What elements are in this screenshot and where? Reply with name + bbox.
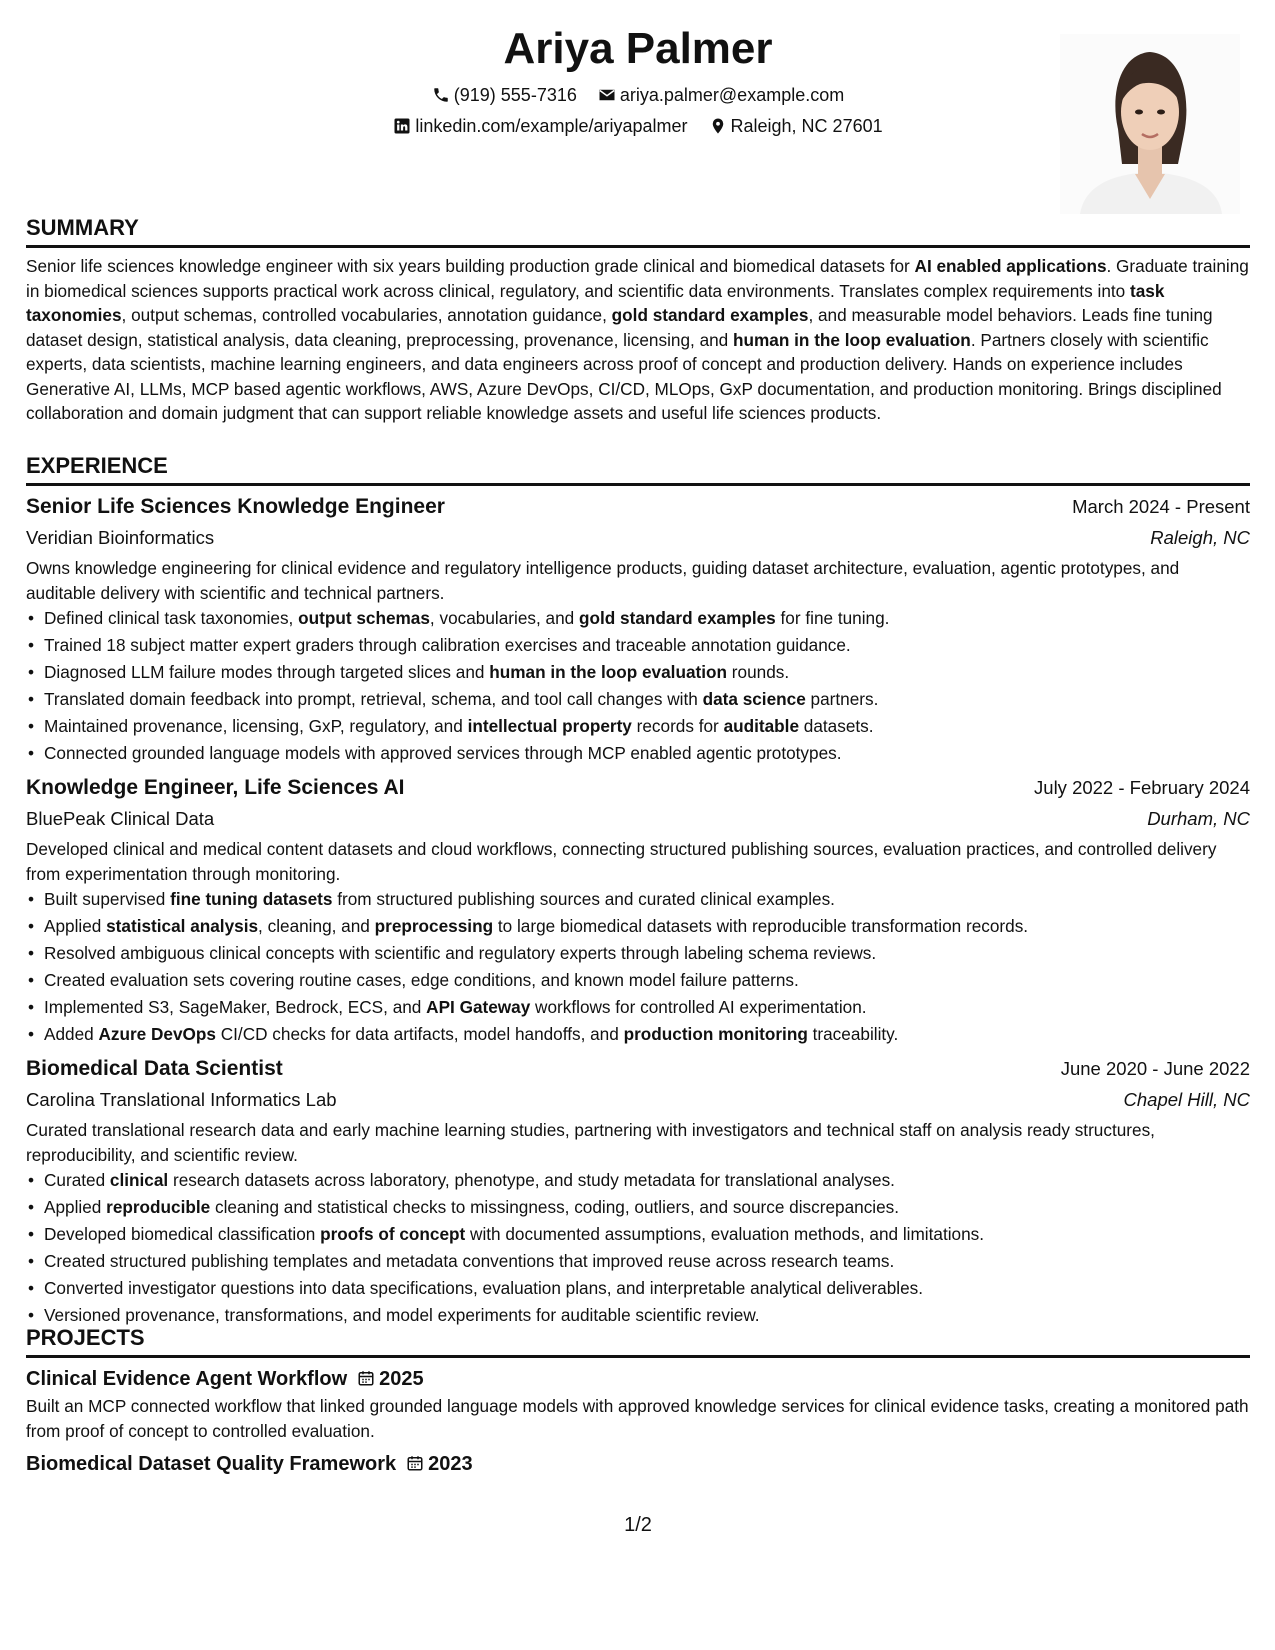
candidate-name: Ariya Palmer <box>503 24 773 73</box>
text-run: Defined clinical task taxonomies, <box>44 608 299 628</box>
text-run: for fine tuning. <box>775 608 890 628</box>
text-run: Added <box>44 1024 99 1044</box>
text-run: Converted investigator questions into data specifications, evaluation plans, and interpretable analytical deliverables. <box>44 1278 924 1298</box>
job-entry <box>26 773 1250 1048</box>
summary-text <box>26 254 1250 426</box>
job-organization: Carolina Translational Informatics Lab <box>26 1089 337 1110</box>
project-title: Clinical Evidence Agent Workflow <box>26 1368 348 1390</box>
emphasis-text: output schemas <box>298 608 430 628</box>
job-title: Senior Life Sciences Knowledge Engineer <box>26 495 445 518</box>
text-run: research datasets across laboratory, phenotype, and study metadata for translational analyses. <box>168 1170 895 1190</box>
emphasis-text: AI enabled applications <box>914 256 1107 276</box>
text-run: datasets. <box>799 716 874 736</box>
project-year: 2025 <box>379 1368 424 1390</box>
emphasis-text: fine tuning datasets <box>170 889 333 909</box>
text-run: workflows for controlled AI experimentation. <box>530 997 867 1017</box>
project-description: Built an MCP connected workflow that linked grounded language models with approved knowledge services for clinical evidence tasks, creating a monitored path from proof of concept to controlled evaluation. <box>26 1396 1249 1441</box>
job-title: Biomedical Data Scientist <box>26 1057 283 1080</box>
resume-page <box>26 0 1250 1650</box>
summary-heading: SUMMARY <box>26 214 1250 248</box>
text-run: cleaning and statistical checks to missingness, coding, outliers, and source discrepancies. <box>210 1197 900 1217</box>
bullet-item <box>44 886 1250 913</box>
text-run: Created evaluation sets covering routine cases, edge conditions, and known model failure patterns. <box>44 970 799 990</box>
job-bullets <box>26 605 1250 767</box>
text-run: partners. <box>805 689 879 709</box>
text-run: Maintained provenance, licensing, GxP, regulatory, and <box>44 716 468 736</box>
project-title-row <box>26 1364 1250 1394</box>
job-location: Chapel Hill, NC <box>1123 1089 1250 1110</box>
job-date: March 2024 - Present <box>1072 496 1250 517</box>
text-run: , output schemas, controlled vocabularies, annotation guidance, <box>121 305 612 325</box>
experience-heading: EXPERIENCE <box>26 452 1250 486</box>
projects-heading: PROJECTS <box>26 1324 1250 1358</box>
emphasis-text: statistical analysis <box>106 916 259 936</box>
text-run: Developed biomedical classification <box>44 1224 321 1244</box>
calendar-icon <box>406 1454 424 1472</box>
bullet-item <box>44 659 1250 686</box>
text-run: Diagnosed LLM failure modes through targeted slices and <box>44 662 490 682</box>
bullet-item <box>44 940 1250 967</box>
text-run: Applied <box>44 916 107 936</box>
text-run: with documented assumptions, evaluation methods, and limitations. <box>465 1224 985 1244</box>
emphasis-text: reproducible <box>106 1197 211 1217</box>
linkedin-icon <box>393 117 411 135</box>
bullet-item <box>44 632 1250 659</box>
phone-icon <box>432 86 450 104</box>
text-run: , and measurable model behaviors. Leads fine tuning dataset design, statistical analysis, data cleaning, preprocessing, provenance, licensing, and <box>26 305 1213 350</box>
text-run: Senior life sciences knowledge engineer with six years building production grade clinical and biomedical datasets for <box>26 256 915 276</box>
emphasis-text: intellectual property <box>467 716 632 736</box>
page-number: 1/2 <box>624 1514 652 1536</box>
job-organization: BluePeak Clinical Data <box>26 808 215 829</box>
calendar-icon <box>357 1369 375 1387</box>
project-year: 2023 <box>428 1453 473 1475</box>
job-location: Durham, NC <box>1147 808 1250 829</box>
text-run: Resolved ambiguous clinical concepts with scientific and regulatory experts through labeling schema reviews. <box>44 943 877 963</box>
text-run: , vocabularies, and <box>429 608 579 628</box>
bullet-item <box>44 913 1250 940</box>
bullet-item <box>44 1194 1250 1221</box>
emphasis-text: API Gateway <box>426 997 531 1017</box>
emphasis-text: auditable <box>723 716 800 736</box>
bullet-item <box>44 605 1250 632</box>
bullet-item <box>44 1021 1250 1048</box>
project-title-row <box>26 1449 1250 1479</box>
bullet-item <box>44 1221 1250 1248</box>
project-title: Biomedical Dataset Quality Framework <box>26 1453 397 1475</box>
emphasis-text: Azure DevOps <box>98 1024 216 1044</box>
bullet-item <box>44 994 1250 1021</box>
text-run: Implemented S3, SageMaker, Bedrock, ECS, and <box>44 997 427 1017</box>
emphasis-text: clinical <box>109 1170 169 1190</box>
phone-text: (919) 555-7316 <box>453 85 577 105</box>
text-run: Trained 18 subject matter expert graders through calibration exercises and traceable annotation guidance. <box>44 635 851 655</box>
job-entry <box>26 1054 1250 1329</box>
text-run: Applied <box>44 1197 107 1217</box>
emphasis-text: gold standard examples <box>611 305 809 325</box>
emphasis-text: gold standard examples <box>578 608 776 628</box>
map-pin-icon <box>709 117 727 135</box>
text-run: . Partners closely with scientific experts, data scientists, machine learning engineers, and data engineers across proof of concept and production delivery. Hands on experience includes Generative AI, LLMs, MCP based agentic workflows, AWS, Azure DevOps, CI/CD, MLOps, GxP documentation, and production monitoring. Brings disciplined collaboration and domain judgment that can support reliable knowledge assets and useful life sciences products. <box>26 329 1222 423</box>
contact-phone[interactable] <box>432 80 577 111</box>
contact-location <box>709 111 883 142</box>
job-description: Developed clinical and medical content datasets and cloud workflows, connecting structured publishing sources, evaluation practices, and controlled delivery from experimentation through monitoring. <box>26 839 1217 884</box>
summary-section <box>26 214 1250 426</box>
emphasis-text: preprocessing <box>374 916 494 936</box>
profile-photo-image <box>1060 34 1240 214</box>
text-run: Connected grounded language models with approved services through MCP enabled agentic prototypes. <box>44 743 842 763</box>
job-location: Raleigh, NC <box>1150 527 1250 548</box>
contact-linkedin[interactable] <box>393 111 687 142</box>
bullet-item <box>44 713 1250 740</box>
job-description: Owns knowledge engineering for clinical evidence and regulatory intelligence products, guiding dataset architecture, evaluation, agentic prototypes, and auditable delivery with scientific and technical partners. <box>26 558 1180 603</box>
job-organization: Veridian Bioinformatics <box>26 527 215 548</box>
text-run: Built supervised <box>44 889 171 909</box>
text-run: from structured publishing sources and curated clinical examples. <box>332 889 835 909</box>
text-run: records for <box>631 716 724 736</box>
bullet-item <box>44 740 1250 767</box>
emphasis-text: human in the loop evaluation <box>733 329 971 350</box>
emphasis-text: data science <box>702 689 806 709</box>
job-title: Knowledge Engineer, Life Sciences AI <box>26 776 405 799</box>
emphasis-text: task taxonomies <box>26 280 1165 325</box>
text-run: traceability. <box>807 1024 899 1044</box>
profile-photo <box>1060 34 1240 214</box>
text-run: rounds. <box>727 662 790 682</box>
emphasis-text: human in the loop evaluation <box>489 662 728 682</box>
job-date: July 2022 - February 2024 <box>1034 777 1250 798</box>
bullet-item <box>44 1275 1250 1302</box>
email-text: ariya.palmer@example.com <box>619 85 845 105</box>
bullet-item <box>44 1248 1250 1275</box>
text-run: to large biomedical datasets with reproducible transformation records. <box>493 916 1029 936</box>
text-run: Versioned provenance, transformations, and model experiments for auditable scientific review. <box>44 1305 760 1325</box>
text-run: Translated domain feedback into prompt, retrieval, schema, and tool call changes with <box>44 689 703 709</box>
linkedin-text: linkedin.com/example/ariyapalmer <box>415 116 688 136</box>
job-description: Curated translational research data and early machine learning studies, partnering with investigators and technical staff on analysis ready structures, reproducibility, and scientific review. <box>26 1120 1155 1165</box>
text-run: Created structured publishing templates and metadata conventions that improved reuse across research teams. <box>44 1251 895 1271</box>
bullet-item <box>44 686 1250 713</box>
text-run: , cleaning, and <box>258 916 375 936</box>
envelope-icon <box>598 86 616 104</box>
emphasis-text: production monitoring <box>623 1024 808 1044</box>
job-bullets <box>26 886 1250 1048</box>
job-bullets <box>26 1167 1250 1329</box>
job-date: June 2020 - June 2022 <box>1060 1058 1250 1079</box>
location-text: Raleigh, NC 27601 <box>730 116 883 136</box>
experience-section <box>26 452 1250 1329</box>
text-run: CI/CD checks for data artifacts, model handoffs, and <box>215 1024 624 1044</box>
text-run: . Graduate training in biomedical sciences supports practical work across clinical, regulatory, and scientific data environments. Translates complex requirements into <box>26 256 1249 301</box>
projects-section <box>26 1324 1250 1479</box>
job-entry <box>26 492 1250 767</box>
contact-email[interactable] <box>598 80 844 111</box>
bullet-item <box>44 1167 1250 1194</box>
bullet-item <box>44 967 1250 994</box>
emphasis-text: proofs of concept <box>320 1224 466 1244</box>
text-run: Curated <box>44 1170 110 1190</box>
